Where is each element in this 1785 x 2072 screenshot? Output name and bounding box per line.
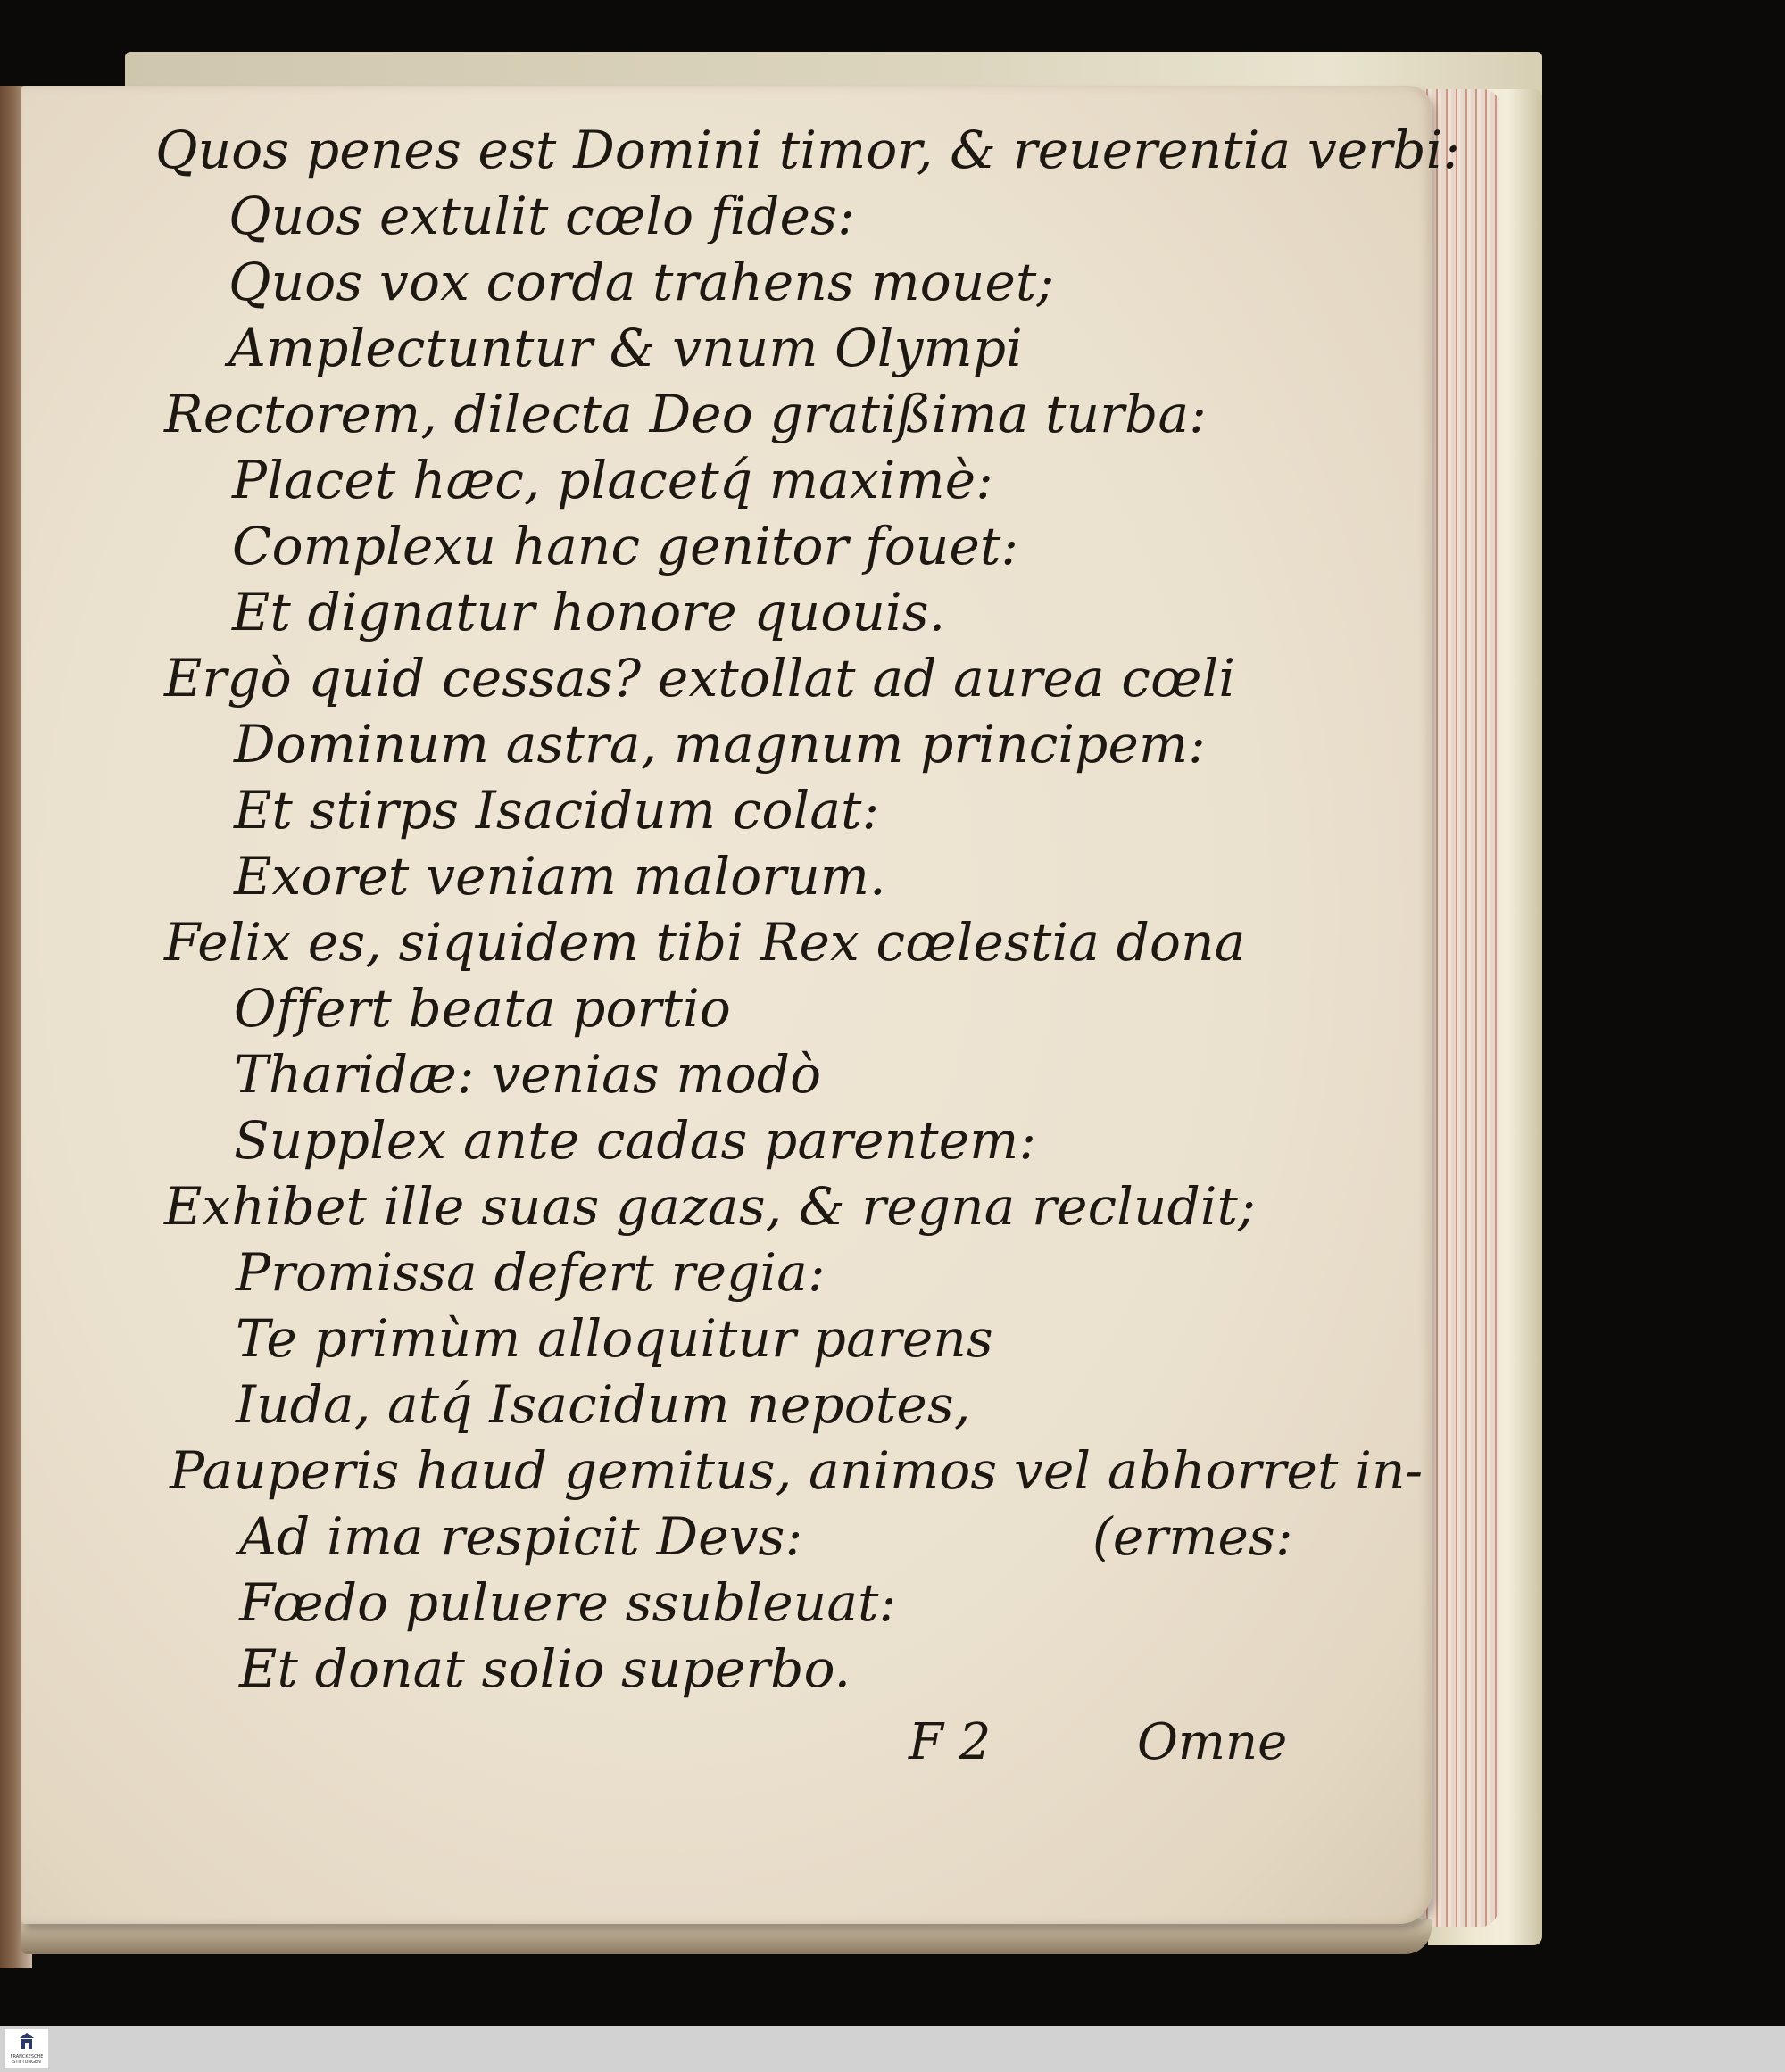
verse-line: Tharidæ: venias modò — [234, 1044, 822, 1105]
verse-line: Complexu hanc genitor fouet: — [232, 516, 1019, 576]
catchword: Omne — [1137, 1713, 1288, 1771]
logo-text: FRANCKESCHE STIFTUNGEN — [10, 2054, 44, 2065]
verse-line: Fœdo puluere ssubleuat: — [239, 1572, 897, 1633]
verse-line: Et stirps Isacidum colat: — [234, 780, 880, 841]
verse-line: Dominum astra, magnum principem: — [234, 714, 1206, 775]
institution-logo[interactable] — [5, 2029, 48, 2068]
verse-line: Ergò quid cessas? extollat ad aurea cœli — [164, 648, 1236, 709]
verse-line: Offert beata portio — [234, 978, 731, 1039]
verse-line: Promissa defert regia: — [236, 1242, 826, 1303]
verse-line: Et dignatur honore quouis. — [232, 582, 946, 642]
signature-mark: F 2 — [909, 1713, 992, 1771]
verse-line: Exhibet ille suas gazas, & regna recludit; — [164, 1176, 1256, 1237]
verse-line: Te primùm alloquitur parens — [236, 1308, 993, 1369]
page-bottom-edge — [21, 1919, 1432, 1954]
verse-line: Et donat solio superbo. — [239, 1638, 851, 1699]
verse-line: Quos vox corda trahens mouet; — [228, 252, 1055, 312]
verse-line: Rectorem, dilecta Deo gratißima turba: — [164, 384, 1207, 444]
verse-line: Quos penes est Domini timor, & reuerentia verbi: — [155, 120, 1461, 180]
viewer-toolbar — [0, 2026, 1785, 2072]
verse-line: Ad ima respicit Devs: — [239, 1506, 803, 1567]
verse-line: Amplectuntur & vnum Olympi — [228, 318, 1023, 378]
verse-line: Exoret veniam malorum. — [234, 846, 886, 907]
verse-line: Pauperis haud gemitus, animos vel abhorret in- — [170, 1440, 1424, 1501]
verse-line: Quos extulit cœlo fides: — [228, 186, 855, 246]
verse-line: Iuda, atq́ Isacidum nepotes, — [236, 1374, 971, 1435]
verse-line: Felix es, siquidem tibi Rex cœlestia dona — [164, 912, 1246, 973]
verse-line: Placet hæc, placetq́ maximè: — [232, 450, 993, 510]
verse-line: Supplex ante cadas parentem: — [234, 1110, 1037, 1171]
building-icon — [20, 2033, 34, 2051]
turnover-text: (ermes: — [1092, 1506, 1293, 1567]
book-page — [21, 86, 1461, 1924]
